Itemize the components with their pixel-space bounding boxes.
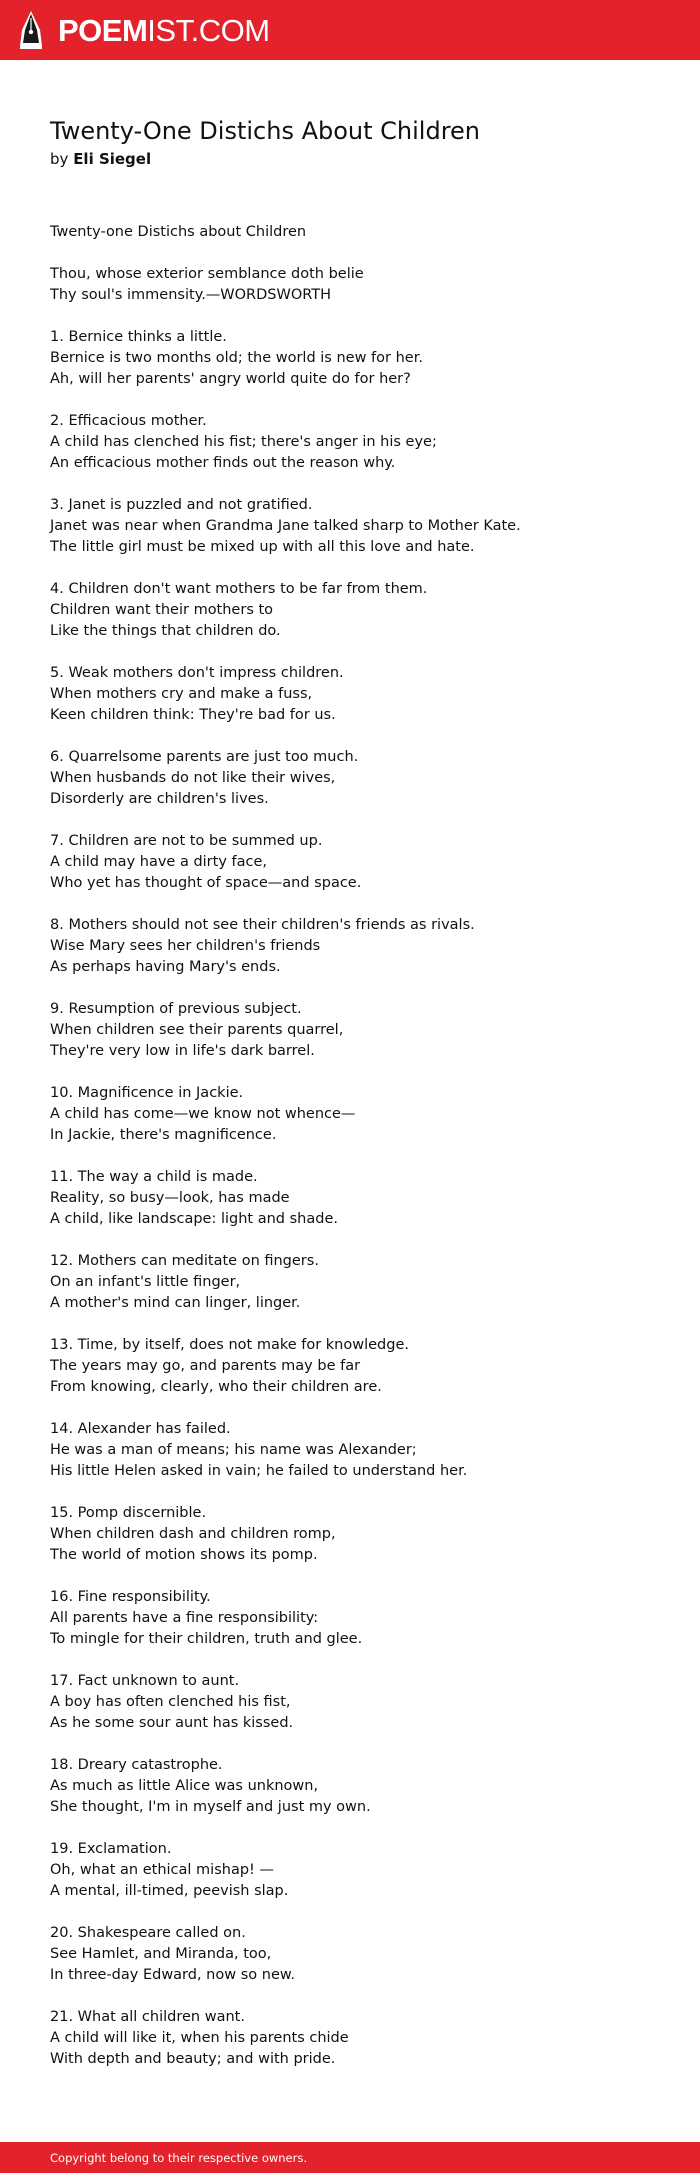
byline bbox=[50, 149, 670, 169]
poem-line: With depth and beauty; and with pride. bbox=[50, 2051, 336, 2067]
distich-heading: 1. Bernice thinks a little. bbox=[50, 329, 227, 345]
distich-heading: 8. Mothers should not see their children's friends as rivals. bbox=[50, 917, 475, 933]
poem-line: Who yet has thought of space—and space. bbox=[50, 875, 362, 891]
poem-line: A boy has often clenched his fist, bbox=[50, 1694, 291, 1710]
poem-body bbox=[50, 222, 670, 2070]
distich-heading: 13. Time, by itself, does not make for knowledge. bbox=[50, 1337, 409, 1353]
poem-stanza bbox=[50, 1839, 670, 1902]
poem-line: Janet was near when Grandma Jane talked sharp to Mother Kate. bbox=[50, 518, 521, 534]
copyright-text: Copyright belong to their respective owners. bbox=[50, 2150, 308, 2165]
logo-text-strong: POEM bbox=[58, 12, 148, 48]
distich-heading: 11. The way a child is made. bbox=[50, 1169, 258, 1185]
poem-stanza bbox=[50, 1587, 670, 1650]
poem-stanza bbox=[50, 1167, 670, 1230]
distich-heading: 10. Magnificence in Jackie. bbox=[50, 1085, 244, 1101]
poem-line: In Jackie, there's magnificence. bbox=[50, 1127, 277, 1143]
poem-stanza bbox=[50, 1923, 670, 1986]
poem-line: As perhaps having Mary's ends. bbox=[50, 959, 281, 975]
poem-line: Ah, will her parents' angry world quite do for her? bbox=[50, 371, 411, 387]
poem-line: A child will like it, when his parents chide bbox=[50, 2030, 349, 2046]
poem-stanza bbox=[50, 915, 670, 978]
poem-line: Children want their mothers to bbox=[50, 602, 274, 618]
poem-stanza bbox=[50, 747, 670, 810]
author-name[interactable]: Eli Siegel bbox=[73, 150, 152, 168]
distich-heading: 3. Janet is puzzled and not gratified. bbox=[50, 497, 313, 513]
distich-heading: 20. Shakespeare called on. bbox=[50, 1925, 246, 1941]
poem-stanza bbox=[50, 1083, 670, 1146]
poem-line: Wise Mary sees her children's friends bbox=[50, 938, 321, 954]
pen-nib-icon bbox=[18, 10, 44, 50]
distich-heading: 12. Mothers can meditate on fingers. bbox=[50, 1253, 319, 1269]
poem-line: See Hamlet, and Miranda, too, bbox=[50, 1946, 272, 1962]
poem-stanza bbox=[50, 831, 670, 894]
poem-stanza bbox=[50, 1419, 670, 1482]
poem-line: A child may have a dirty face, bbox=[50, 854, 268, 870]
poem-line: Keen children think: They're bad for us. bbox=[50, 707, 336, 723]
poem-stanza bbox=[50, 1671, 670, 1734]
poem-line: Reality, so busy—look, has made bbox=[50, 1190, 290, 1206]
poem-content bbox=[50, 115, 670, 2091]
poem-stanza bbox=[50, 1755, 670, 1818]
site-logo[interactable] bbox=[18, 0, 270, 60]
poem-line: A child has come—we know not whence— bbox=[50, 1106, 356, 1122]
distich-heading: 5. Weak mothers don't impress children. bbox=[50, 665, 344, 681]
poem-line: In three-day Edward, now so new. bbox=[50, 1967, 295, 1983]
poem-line: On an infant's little finger, bbox=[50, 1274, 241, 1290]
poem-stanza bbox=[50, 411, 670, 474]
poem-line: A mental, ill-timed, peevish slap. bbox=[50, 1883, 289, 1899]
poem-stanza bbox=[50, 579, 670, 642]
poem-line: Twenty-one Distichs about Children bbox=[50, 224, 307, 240]
poem-line: The years may go, and parents may be far bbox=[50, 1358, 361, 1374]
poem-line: Bernice is two months old; the world is new for her. bbox=[50, 350, 423, 366]
poem-line: The world of motion shows its pomp. bbox=[50, 1547, 318, 1563]
poem-stanza bbox=[50, 1251, 670, 1314]
poem-line: When children dash and children romp, bbox=[50, 1526, 336, 1542]
poem-line: She thought, I'm in myself and just my own. bbox=[50, 1799, 371, 1815]
distich-heading: 4. Children don't want mothers to be far from them. bbox=[50, 581, 428, 597]
poem-stanza bbox=[50, 2007, 670, 2070]
distich-heading: 19. Exclamation. bbox=[50, 1841, 172, 1857]
poem-line: As much as little Alice was unknown, bbox=[50, 1778, 319, 1794]
poem-line: A child, like landscape: light and shade. bbox=[50, 1211, 338, 1227]
distich-heading: 7. Children are not to be summed up. bbox=[50, 833, 323, 849]
distich-heading: 2. Efficacious mother. bbox=[50, 413, 207, 429]
poem-line: Like the things that children do. bbox=[50, 623, 281, 639]
distich-heading: 6. Quarrelsome parents are just too much. bbox=[50, 749, 359, 765]
poem-stanza bbox=[50, 264, 670, 306]
poem-line: When mothers cry and make a fuss, bbox=[50, 686, 313, 702]
poem-stanza bbox=[50, 1503, 670, 1566]
distich-heading: 15. Pomp discernible. bbox=[50, 1505, 207, 1521]
poem-line: Thy soul's immensity.—WORDSWORTH bbox=[50, 287, 332, 303]
poem-line: When children see their parents quarrel, bbox=[50, 1022, 344, 1038]
distich-heading: 17. Fact unknown to aunt. bbox=[50, 1673, 240, 1689]
poem-line: His little Helen asked in vain; he failed to understand her. bbox=[50, 1463, 468, 1479]
poem-line: To mingle for their children, truth and glee. bbox=[50, 1631, 363, 1647]
distich-heading: 18. Dreary catastrophe. bbox=[50, 1757, 223, 1773]
poem-stanza bbox=[50, 495, 670, 558]
poem-stanza bbox=[50, 1335, 670, 1398]
poem-line: The little girl must be mixed up with all this love and hate. bbox=[50, 539, 475, 555]
poem-line: When husbands do not like their wives, bbox=[50, 770, 336, 786]
poem-stanza bbox=[50, 663, 670, 726]
poem-line: A child has clenched his fist; there's anger in his eye; bbox=[50, 434, 437, 450]
poem-line: They're very low in life's dark barrel. bbox=[50, 1043, 315, 1059]
distich-heading: 14. Alexander has failed. bbox=[50, 1421, 231, 1437]
poem-line: As he some sour aunt has kissed. bbox=[50, 1715, 294, 1731]
footer-bar bbox=[0, 2142, 700, 2173]
poem-line: All parents have a fine responsibility: bbox=[50, 1610, 319, 1626]
poem-stanza bbox=[50, 999, 670, 1062]
poem-line: From knowing, clearly, who their children are. bbox=[50, 1379, 382, 1395]
poem-title: Twenty-One Distichs About Children bbox=[50, 117, 481, 145]
poem-stanza bbox=[50, 327, 670, 390]
poem-line: An efficacious mother finds out the reason why. bbox=[50, 455, 396, 471]
logo-text-light: IST.COM bbox=[147, 12, 270, 48]
distich-heading: 9. Resumption of previous subject. bbox=[50, 1001, 302, 1017]
byline-prefix: by bbox=[50, 150, 69, 168]
distich-heading: 16. Fine responsibility. bbox=[50, 1589, 211, 1605]
top-bar bbox=[0, 0, 700, 60]
poem-stanza bbox=[50, 222, 670, 243]
poem-line: Thou, whose exterior semblance doth belie bbox=[50, 266, 364, 282]
poem-line: Oh, what an ethical mishap! — bbox=[50, 1862, 274, 1878]
logo-text bbox=[58, 12, 270, 48]
poem-line: He was a man of means; his name was Alexander; bbox=[50, 1442, 417, 1458]
distich-heading: 21. What all children want. bbox=[50, 2009, 245, 2025]
poem-line: A mother's mind can linger, linger. bbox=[50, 1295, 301, 1311]
poem-line: Disorderly are children's lives. bbox=[50, 791, 269, 807]
